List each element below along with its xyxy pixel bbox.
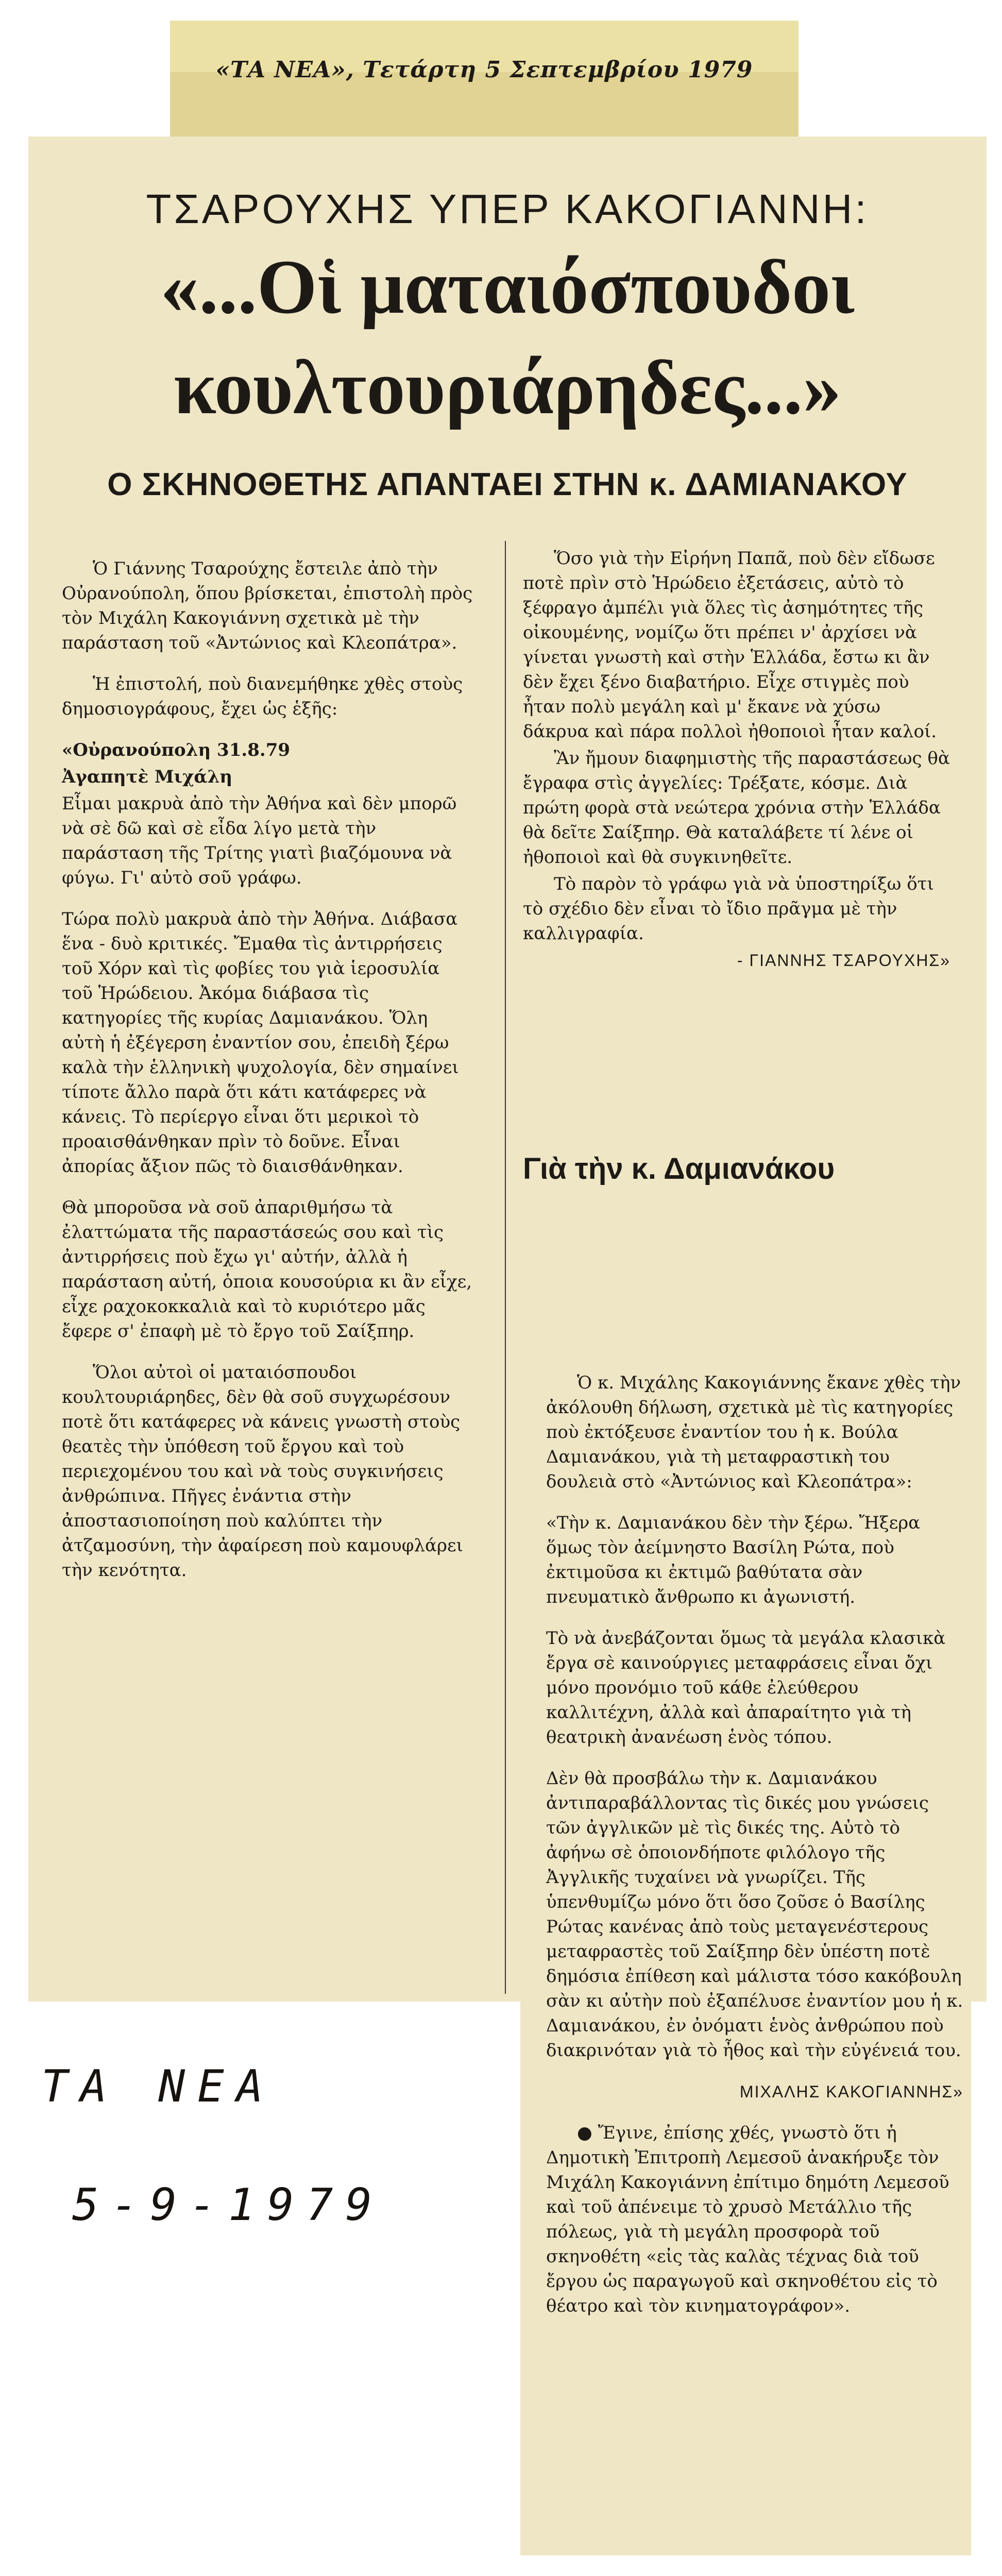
column-divider	[505, 541, 506, 1994]
article-headline	[28, 237, 987, 438]
signature-kakogiannis: ΜΙΧΑΛΗΣ ΚΑΚΟΓΙΑΝΝΗΣ»	[739, 2082, 963, 2101]
column-left	[62, 556, 474, 1599]
headline-line-1: «...Οἱ ματαιόσπουδοι	[160, 244, 855, 330]
handwritten-source: ΤΑ ΝΕΑ	[41, 2061, 276, 2112]
letter-salutation: Ἀγαπητὲ Μιχάλη	[62, 767, 233, 787]
paragraph: Εἶμαι μακρυὰ ἀπὸ τὴν Ἀθήνα καὶ δὲν μπορῶ νὰ σὲ δῶ καὶ σὲ εἶδα λίγο μετὰ τὴν παράσταση τῆς Τρίτης γιατὶ βιαζόμουνα νὰ φύγω. Γι' αὐτὸ σοῦ γράφω.	[62, 793, 457, 888]
masthead-date: «ΤΑ ΝΕΑ», Τετάρτη 5 Σεπτεμβρίου 1979	[215, 57, 753, 83]
paragraph: ● Ἔγινε, ἐπίσης χθές, γνωστὸ ὅτι ἡ Δημοτικὴ Ἐπιτροπὴ Λεμεσοῦ ἀνακήρυξε τὸν Μιχάλη Κακογιάννη ἐπίτιμο δημότη Λεμεσοῦ καὶ τοῦ ἀπένειμε τὸ χρυσὸ Μετάλλιο τῆς πόλεως, γιὰ τὴ μεγάλη προσφορὰ τοῦ σκηνοθέτη «εἰς τὰς καλὰς τέχνας διὰ τοῦ ἔργου ὡς παραγωγοῦ καὶ σκηνοθέτου εἰς τὸ θέατρο καὶ τὸν κινηματογράφον».	[546, 2123, 949, 2316]
paragraph: Τώρα πολὺ μακρυὰ ἀπὸ τὴν Ἀθήνα. Διάβασα ἕνα - δυὸ κριτικές. Ἔμαθα τὶς ἀντιρρήσεις τοῦ Χόρν καὶ τὶς φοβίες του γιὰ ἱεροσυλία τοῦ Ἡρώδειου. Ἀκόμα διάβασα τὶς κατηγορίες τῆς κυρίας Δαμιανάκου. Ὅλη αὐτὴ ἡ ἐξέγερση ἐναντίον σου, ἐπειδὴ ξέρω καλὰ τὴν ἑλληνικὴ ψυχολογία, δὲν σημαίνει τίποτε ἄλλο παρὰ ὅτι κάτι κατάφερες νὰ κάνεις. Τὸ περίεργο εἶναι ὅτι μερικοὶ τὸ προαισθάνθηκαν πρὶν τὸ δοῦνε. Εἶναι ἀπορίας ἄξιον πῶς τὸ διαισθάνθηκαν.	[62, 909, 459, 1177]
paragraph: Ὅσο γιὰ τὴν Εἰρήνη Παπᾶ, ποὺ δὲν εἴδωσε ποτὲ πρὶν στὸ Ἡρώδειο ἐξετάσεις, αὐτὸ τὸ ξέφραγο ἀμπέλι γιὰ ὅλες τὶς ἀσημότητες τῆς οἰκουμένης, νομίζω ὅτι πρέπει ν' ἀρχίσει νὰ γίνεται γνωστὴ καὶ στὴν Ἑλλάδα, ἔστω κι ἂν δὲν ἔχει ξένο διαβατήριο. Εἶχε στιγμὲς ποὺ ἦταν πολὺ μεγάλη καὶ μ' ἔκανε νὰ χύσω δάκρυα καὶ πάρα πολλοὶ ἠθοποιοὶ ἦταν καλοί.	[523, 548, 937, 742]
letter-dateline: «Οὐρανούπολη 31.8.79	[62, 740, 291, 760]
headline-line-2: κουλτουριάρηδες...»	[173, 345, 842, 430]
article-subhead: Ο ΣΚΗΝΟΘΕΤΗΣ ΑΠΑΝΤΑΕΙ ΣΤΗΝ κ. ΔΑΜΙΑΝΑΚΟΥ	[107, 467, 908, 502]
paragraph: Ἂν ἤμουν διαφημιστὴς τῆς παραστάσεως θὰ ἔγραφα στὶς ἀγγελίες: Τρέξατε, κόσμε. Διὰ πρώτη φορὰ στὰ νεώτερα χρόνια στὴν Ἑλλάδα θὰ δεῖτε Σαίξπηρ. Θὰ καταλάβετε τί λένε οἱ ἠθοποιοὶ καὶ θὰ συγκινηθεῖτε.	[523, 748, 950, 868]
paragraph: Τὸ νὰ ἀνεβάζονται ὅμως τὰ μεγάλα κλασικὰ ἔργα σὲ καινούργιες μεταφράσεις εἶναι ὄχι μόνο προνόμιο τοῦ κάθε ἐλεύθερου καλλιτέχνη, ἀλλὰ καὶ ἀπαραίτητο γιὰ τὴ θεατρικὴ ἀνανέωση ἑνὸς τόπου.	[546, 1628, 946, 1748]
paragraph: Ὅλοι αὐτοὶ οἱ ματαιόσπουδοι κουλτουριάρηδες, δὲν θὰ σοῦ συγχωρέσουν ποτὲ ὅτι κατάφερες νὰ κάνεις γνωστὴ στοὺς θεατὲς τὴν ὑπόθεση τοῦ ἔργου καὶ τοὺ περιεχομένου του καὶ νὰ τοὺς συγκινήσεις ἀνθρώπινα. Πῆγες ἐνάντια στὴν ἀποστασιοποίηση ποὺ καλύπτει τὴν ἀτζαμοσύνη, τὴν ἀφαίρεση ποὺ καμουφλάρει τὴν κενότητα.	[62, 1362, 463, 1581]
column-right-bottom	[546, 1370, 963, 2335]
paragraph: «Τὴν κ. Δαμιανάκου δὲν τὴν ξέρω. Ἤξερα ὅμως τὸν ἀείμνηστο Βασίλη Ρώτα, ποὺ ἐκτιμοῦσα κι ἐκτιμῶ βαθύτατα σὰν πνευματικὸ ἄνθρωπο κι ἀγωνιστή.	[546, 1513, 921, 1607]
handwritten-date: 5-9-1979	[72, 2179, 385, 2231]
signature-tsarouchis: - ΓΙΑΝΝΗΣ ΤΣΑΡΟΥΧΗΣ»	[737, 951, 950, 970]
paragraph: Τὸ παρὸν τὸ γράφω γιὰ νὰ ὑποστηρίξω ὅτι τὸ σχέδιο δὲν εἶναι τὸ ἴδιο πρᾶγμα μὲ τὴν καλλιγραφία.	[523, 874, 934, 944]
section-title: Γιὰ τὴν κ. Δαμιανάκου	[523, 1152, 835, 1185]
paragraph: Ὁ Γιάννης Τσαρούχης ἔστειλε ἀπὸ τὴν Οὐρανούπολη, ὅπου βρίσκεται, ἐπιστολὴ πρὸς τὸν Μιχάλη Κακογιάννη σχετικὰ μὲ τὴν παράσταση τοῦ «Ἀντώνιος καὶ Κλεοπάτρα».	[62, 558, 473, 653]
column-right-top	[523, 546, 950, 989]
paragraph: Δὲν θὰ προσβάλω τὴν κ. Δαμιανάκου ἀντιπαραβάλλοντας τὶς δικές μου γνώσεις τῶν ἀγγλικῶν μὲ τὶς δικές της. Αὐτὸ τὸ ἀφήνω σὲ ὁποιονδήποτε φιλόλογο τῆς Ἀγγλικῆς τυχαίνει νὰ γνωρίζει. Τῆς ὑπενθυμίζω μόνο ὅτι ὅσο ζοῦσε ὁ Βασίλης Ρώτας κανένας ἀπὸ τοὺς μεταγενέστερους μεταφραστὲς τοῦ Σαίξπηρ δὲν ὑπέστη ποτὲ δημόσια ἐπίθεση καὶ μάλιστα τόσο κακόβουλη σὰν κι αὐτὴν ποὺ ἐξαπέλυσε ἐναντίον μου ἡ κ. Δαμιανάκου, ἐν ὀνόματι ἑνὸς ἀνθρώπου ποὺ διακρινόταν γιὰ τὸ ἦθος καὶ τὴν εὐγένειά του.	[546, 1768, 963, 2061]
article-kicker: ΤΣΑΡΟΥΧΗΣ ΥΠΕΡ ΚΑΚΟΓΙΑΝΝΗ:	[146, 186, 869, 232]
masthead-strip-shadow	[170, 72, 799, 144]
paragraph: Θὰ μποροῦσα νὰ σοῦ ἀπαριθμήσω τὰ ἐλαττώματα τῆς παραστάσεώς σου καὶ τὶς ἀντιρρήσεις ποὺ ἔχω γι' αὐτήν, ἀλλὰ ἡ παράσταση αὐτή, ὁποια κουσούρια κι ἂν εἶχε, εἶχε ραχοκοκκαλιὰ καὶ τὸ κυριότερο μᾶς ἔφερε σ' ἐπαφὴ μὲ τὸ ἔργο τοῦ Σαίξπηρ.	[62, 1197, 472, 1342]
paragraph: Ὁ κ. Μιχάλης Κακογιάννης ἔκανε χθὲς τὴν ἀκόλουθη δήλωση, σχετικὰ μὲ τὶς κατηγορίες ποὺ ἐκτόξευσε ἐναντίον του ἡ κ. Βούλα Δαμιανάκου, γιὰ τὴ μεταφραστικὴ του δουλειὰ στὸ «Ἀντώνιος καὶ Κλεοπάτρα»:	[546, 1372, 961, 1492]
paragraph: Ἡ ἐπιστολή, ποὺ διανεμήθηκε χθὲς στοὺς δημοσιογράφους, ἔχει ὡς ἑξῆς:	[62, 674, 463, 719]
